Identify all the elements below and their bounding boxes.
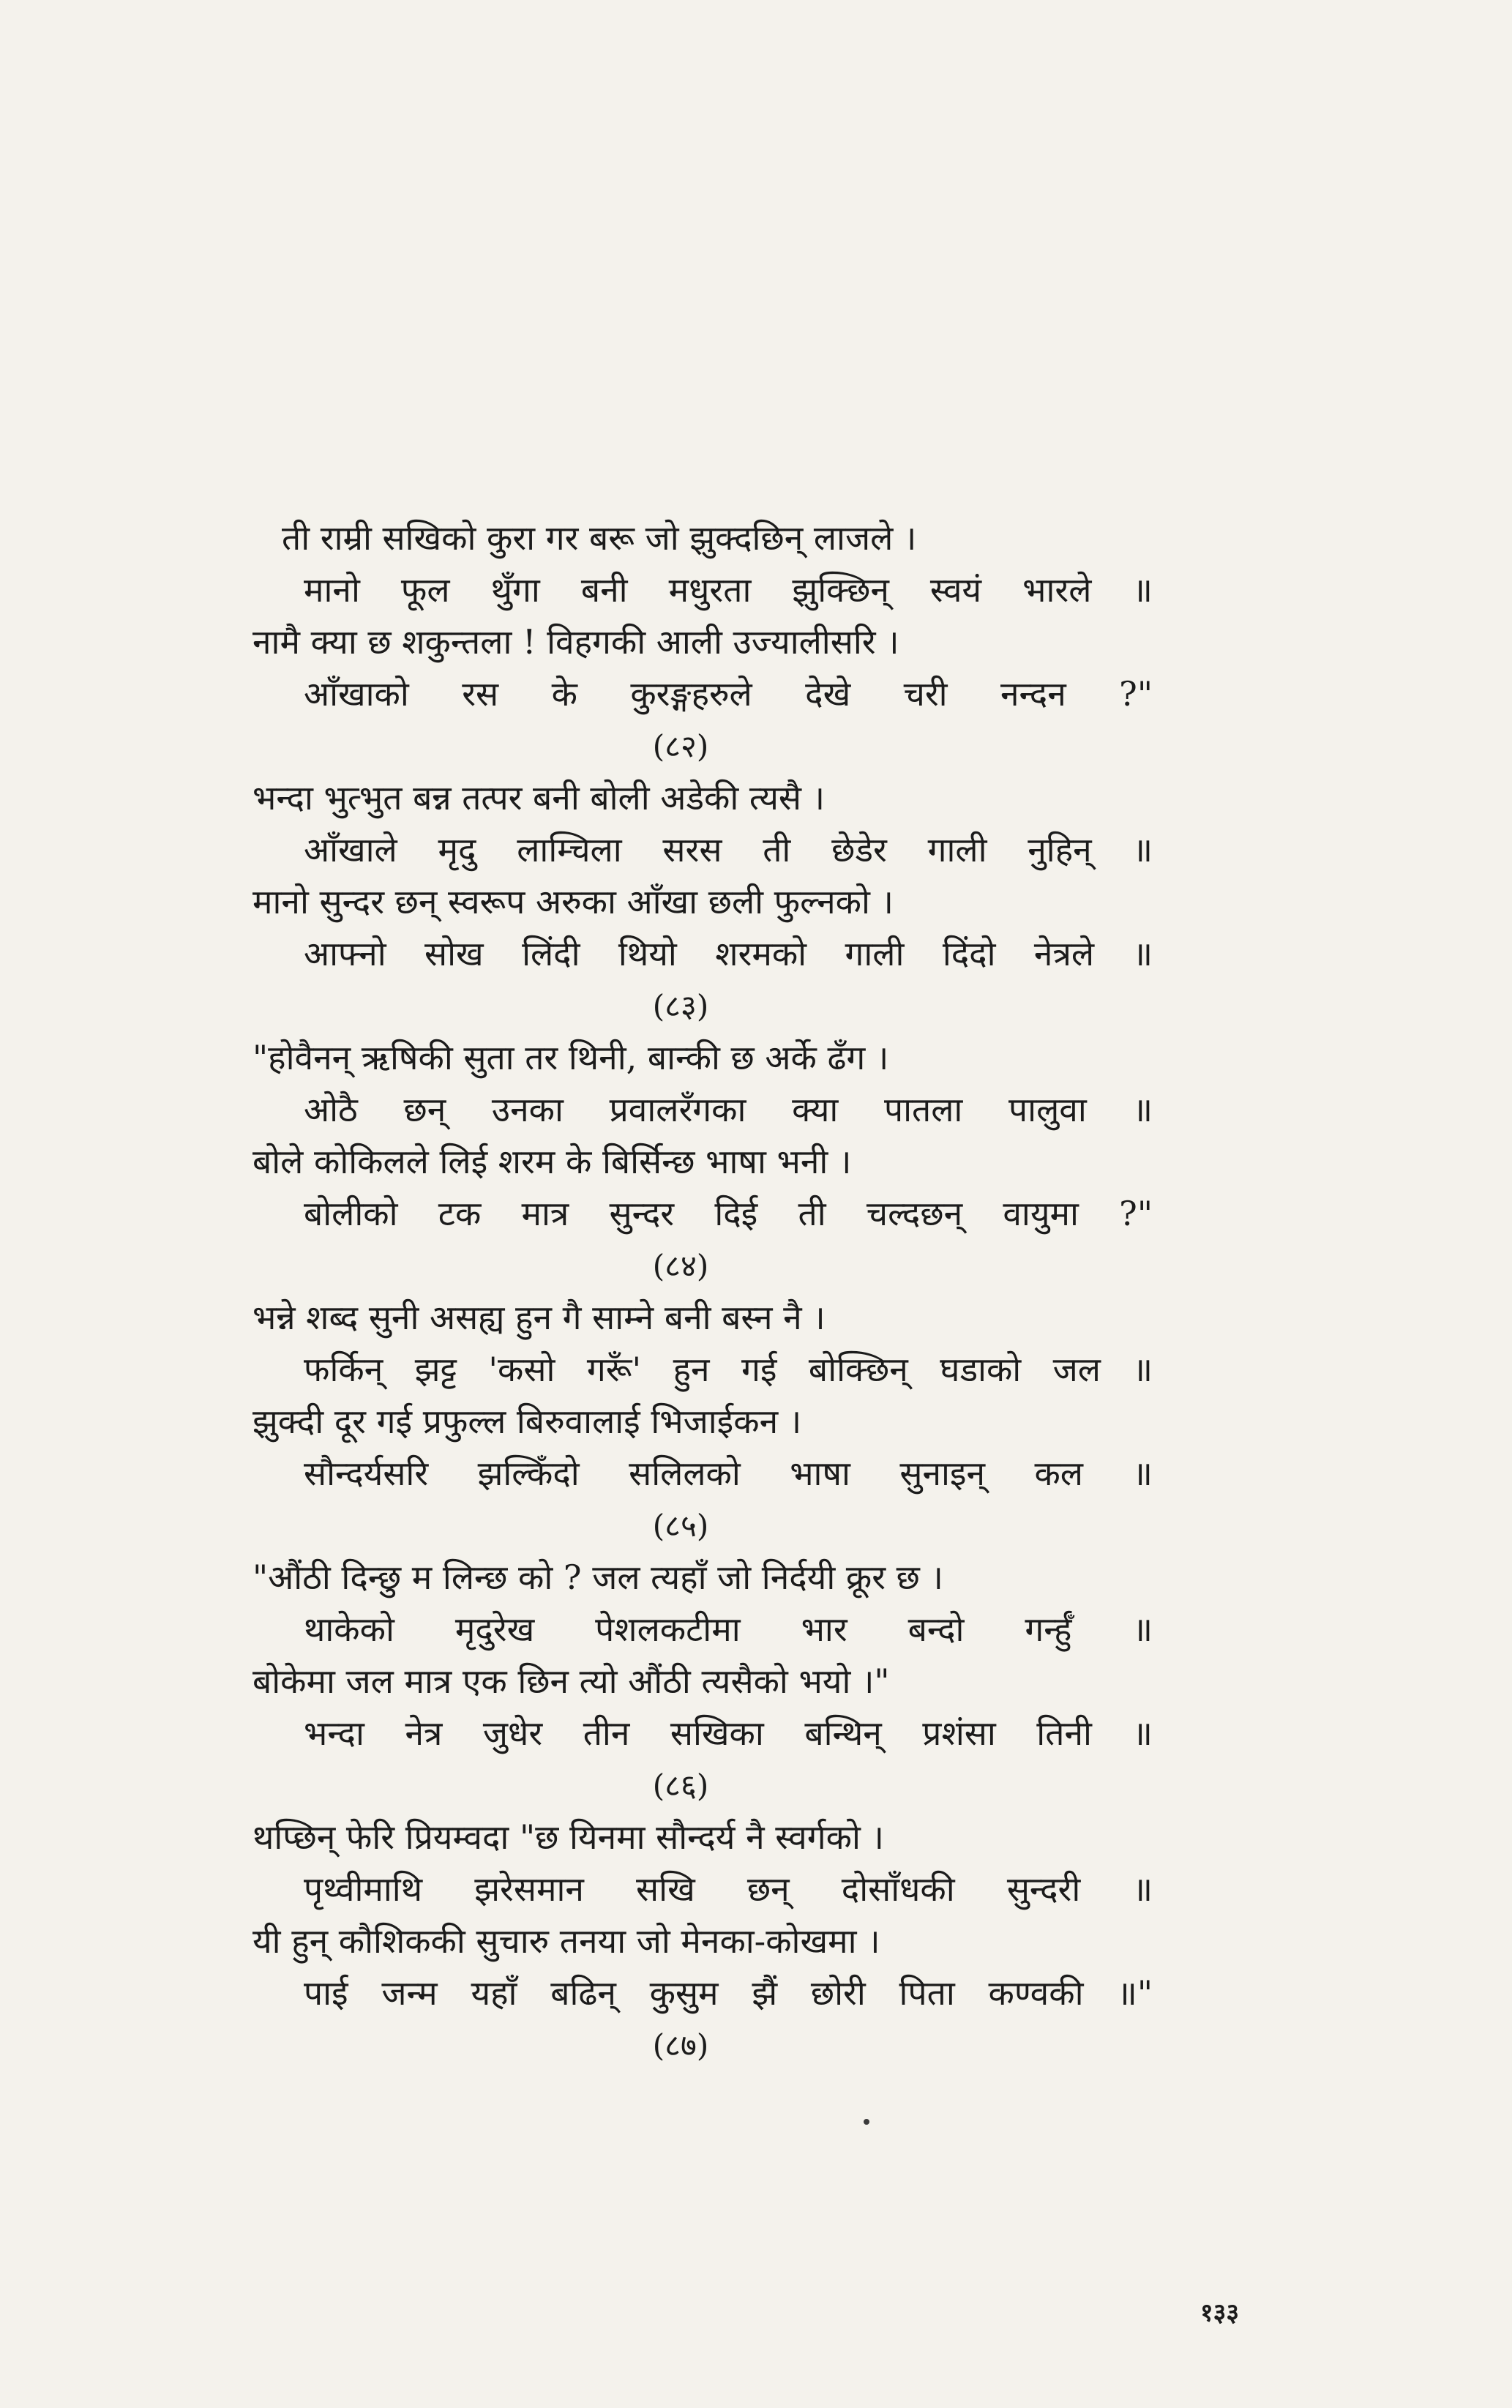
verse-line: बोकेमा जल मात्र एक छिन त्यो औंठी त्यसैको भयो ।" — [252, 1661, 890, 1701]
verse — [252, 1552, 1153, 1811]
verse-line: भन्ने शब्द सुनी असह्य हुन गै साम्ने बनी बस्न नै । — [252, 1298, 826, 1337]
verse-number: (८४) — [652, 1248, 709, 1284]
verse — [252, 772, 1153, 1032]
verse-line: मानो सुन्दर छन् स्वरूप अरुका आँखा छली फुल्नको । — [252, 882, 894, 921]
verse-line: भन्दा भुत्भुत बन्न तत्पर बनी बोली अडेकी त्यसै । — [252, 778, 826, 818]
verse-number: (८७) — [652, 2027, 709, 2063]
verse-line: ती राम्री सखिको कुरा गर बरू जो झुक्दछिन् लाजले । — [282, 518, 917, 558]
verse-line: मानो फूल थुँगा बनी मधुरता झुक्छिन् स्वयं भारले ॥ — [304, 570, 1153, 610]
verse-line: बोले कोकिलले लिई शरम के बिर्सिन्छ भाषा भनी । — [252, 1142, 852, 1181]
verse-line: फर्किन् झट्ट 'कसो गरूँ' हुन गई बोक्छिन् घडाको जल ॥ — [304, 1350, 1153, 1389]
verse-number: (८३) — [652, 988, 709, 1024]
verse-line: झुक्दी दूर गई प्रफुल्ल बिरुवालाई भिजाईकन । — [252, 1402, 802, 1441]
verse-line: आँखाले मृदु लाम्चिला सरस ती छेडेर गाली नुहिन् ॥ — [304, 830, 1153, 870]
verse — [252, 512, 1153, 772]
verse-line: पाई जन्म यहाँ बढिन् कुसुम झैं छोरी पिता कण्वकी ॥" — [304, 1973, 1153, 2013]
verse-line: नामै क्या छ शकुन्तला ! विहगकी आली उज्यालीसरि । — [252, 622, 899, 662]
ink-speck — [864, 2119, 869, 2125]
verse-line: बोलीको टक मात्र सुन्दर दिई ती चल्दछन् वायुमा ?" — [304, 1194, 1153, 1233]
verse — [252, 1032, 1153, 1292]
verse-number: (८२) — [652, 728, 709, 764]
verse-line: थप्छिन् फेरि प्रियम्वदा "छ यिनमा सौन्दर्य नै स्वर्गको । — [252, 1817, 884, 1857]
verse-line: "औंठी दिन्छु म लिन्छ को ? जल त्यहाँ जो निर्दयी क्रूर छ । — [252, 1558, 943, 1597]
page-number: १३३ — [1200, 2298, 1240, 2327]
verse — [252, 1292, 1153, 1552]
verse-line: भन्दा नेत्र जुधेर तीन सखिका बन्थिन् प्रशंसा तिनी ॥ — [304, 1713, 1153, 1753]
verse-line: सौन्दर्यसरि झल्किँदो सलिलको भाषा सुनाइन् कल ॥ — [304, 1454, 1153, 1493]
verse-line: आँखाको रस के कुरङ्गहरुले देखे चरी नन्दन ?" — [304, 674, 1153, 714]
poem-body — [252, 512, 1153, 2071]
verse-line: यी हुन् कौशिककी सुचारु तनया जो मेनका-कोखमा । — [252, 1921, 880, 1961]
verse — [252, 1811, 1153, 2071]
verse-line: आफ्नो सोख लिंदी थियो शरमको गाली दिंदो नेत्रले ॥ — [304, 934, 1153, 973]
verse-line: पृथ्वीमाथि झरेसमान सखि छन् दोसाँधकी सुन्दरी ॥ — [304, 1869, 1153, 1909]
verse-line: ओठै छन् उनका प्रवालरँगका क्या पातला पालुवा ॥ — [304, 1090, 1153, 1129]
verse-line: "होवैनन् ऋषिकी सुता तर थिनी, बान्की छ अर्के ढँग । — [252, 1038, 889, 1077]
verse-line: थाकेको मृदुरेख पेशलकटीमा भार बन्दो गर्न्हुँ ॥ — [304, 1609, 1153, 1649]
verse-number: (८६) — [652, 1768, 709, 1803]
verse-number: (८५) — [652, 1508, 709, 1544]
